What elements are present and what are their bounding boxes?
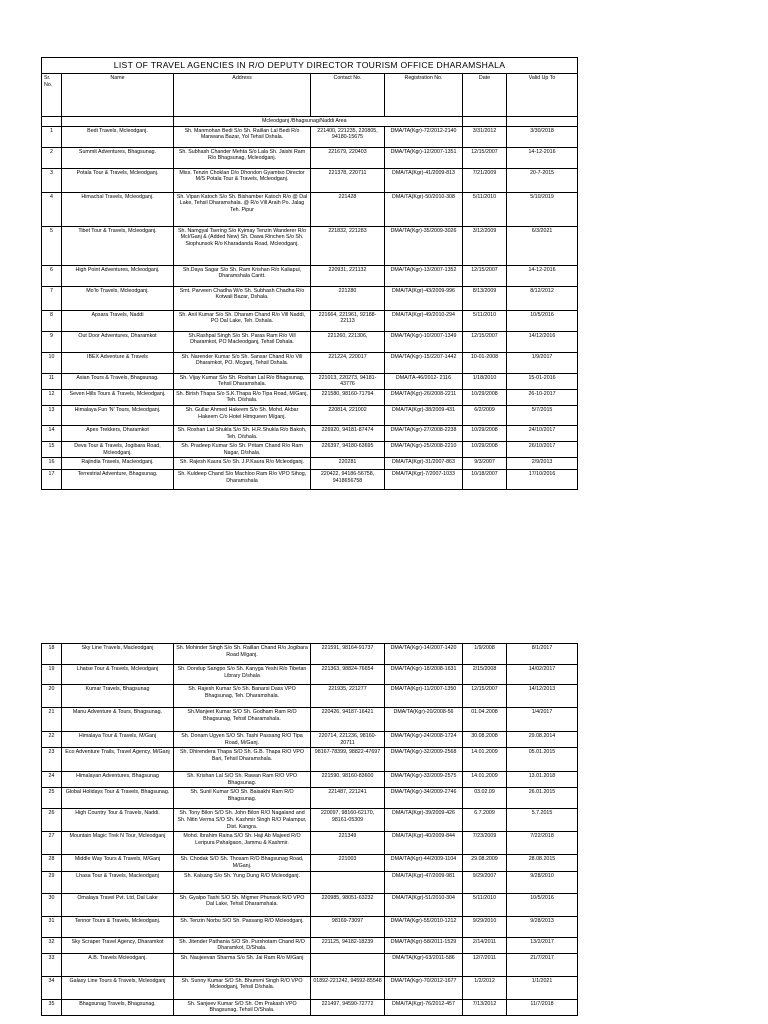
agency-name-cell: Kumar Travels, Bhagsunag: [62, 685, 174, 708]
agency-name-cell: Himalayan Adventures, Bhagsunag: [62, 772, 174, 788]
registration-cell: DMA/TA(Kgr)-20/2008-56: [385, 708, 463, 732]
registration-cell: DMA/TA(Kgr)-12/2007-1351: [385, 147, 463, 168]
date-cell: 12/15/2007: [463, 265, 507, 286]
header-valid-up-to: Valid Up To: [507, 74, 578, 117]
contact-cell: 220814, 221002: [311, 405, 385, 425]
contact-cell: [311, 953, 385, 976]
agency-name-cell: Omalaya Travel Pvt. Ltd, Dal Lake: [62, 893, 174, 916]
sr-no-cell: 8: [42, 310, 62, 331]
contact-cell: 221378, 220711: [311, 168, 385, 192]
address-cell: Sh. Vipan Katoch S/o Sh. Bishamber Katoch R/o @ Dal Lake, Tehsil Dharamshala. @ R/o Vill Araih Po. Jalag Teh. Pipur: [174, 192, 311, 226]
address-cell: Sh. Gullar Ahmed Hakeem S/o Sh. Mohd. Akbar Hakeem C/o Hotel Himqueen M/ganj.: [174, 405, 311, 425]
valid-up-to-cell: 11/7/2018: [507, 999, 578, 1015]
contact-cell: 221590, 98160-83600: [311, 772, 385, 788]
address-cell: Sh. Birish Thapa S/o S.K.Thapa R/o Tipa Road, M/Ganj, Teh. D/shala.: [174, 389, 311, 405]
table-row: [42, 809, 578, 832]
registration-cell: DMA/TA(Kgr)-27/2008-2238: [385, 425, 463, 441]
sr-no-cell: 13: [42, 405, 62, 425]
registration-cell: DMA/TA(Kgr)-58/2011-1529: [385, 937, 463, 953]
table-row: [42, 458, 578, 470]
registration-cell: DMA/TA(Kgr)-76/2012-457: [385, 999, 463, 1015]
header-name: Name: [62, 74, 174, 117]
date-cell: 12/15/2007: [463, 147, 507, 168]
sr-no-cell: 26: [42, 809, 62, 832]
table-row: [42, 310, 578, 331]
contact-cell: 221224, 220017: [311, 352, 385, 373]
table-row: [42, 871, 578, 893]
valid-up-to-cell: 21/7/2017: [507, 953, 578, 976]
agency-name-cell: Tennor Tours & Travels, Mcleodganj.: [62, 916, 174, 937]
contact-cell: 221664, 221961, 92188-22113: [311, 310, 385, 331]
contact-cell: 221260, 221306,: [311, 331, 385, 352]
table-row: [42, 665, 578, 685]
sr-no-cell: 28: [42, 855, 62, 871]
contact-cell: 98169-73097: [311, 916, 385, 937]
travel-agency-table-page-1: [41, 57, 578, 490]
sr-no-cell: 34: [42, 976, 62, 999]
sr-no-cell: 5: [42, 226, 62, 265]
contact-cell: 221363, 98824-76654: [311, 665, 385, 685]
table-row: [42, 373, 578, 389]
contact-cell: 220281: [311, 458, 385, 470]
address-cell: Sh. Mohinder Singh S/o Sh. Raillan Chand R/o Jogibara Road M/ganj.: [174, 644, 311, 665]
area-blank-cell: [463, 117, 507, 127]
table-row: [42, 405, 578, 425]
valid-up-to-cell: 14-12-2016: [507, 265, 578, 286]
agency-name-cell: A.B. Travels Mcleodganj.: [62, 953, 174, 976]
valid-up-to-cell: 9/28/2013: [507, 916, 578, 937]
registration-cell: DMA/TA(Kgr)-70/2012-1677: [385, 976, 463, 999]
registration-cell: DMA/TA(Kgr)-49/2010-294: [385, 310, 463, 331]
sr-no-cell: 33: [42, 953, 62, 976]
contact-cell: 220985, 98051-63232: [311, 893, 385, 916]
table-row: [42, 685, 578, 708]
table-row: [42, 331, 578, 352]
registration-cell: DMA/TA(Kgr)-38/2009-431: [385, 405, 463, 425]
sr-no-cell: 35: [42, 999, 62, 1015]
date-cell: 6/2/2009: [463, 405, 507, 425]
sr-no-cell: 16: [42, 458, 62, 470]
date-cell: 2/14/2011: [463, 937, 507, 953]
registration-cell: DMA/TA(Kgr)-26/2008-2211: [385, 389, 463, 405]
sr-no-cell: 11: [42, 373, 62, 389]
contact-cell: 221497, 94590-72772: [311, 999, 385, 1015]
table-row: [42, 832, 578, 855]
date-cell: 10/29/2008: [463, 425, 507, 441]
address-cell: Sh. Tenzin Norbu S/O Sh. Passang R/O Mcleodganj.: [174, 916, 311, 937]
agency-name-cell: Seven Hills Tours & Travels, Mcleodganj.: [62, 389, 174, 405]
date-cell: 6.7.2009: [463, 809, 507, 832]
registration-cell: DMA/TA(Kgr)-41/2009-813: [385, 168, 463, 192]
agency-name-cell: Middle Way Tours & Travels, M/Ganj: [62, 855, 174, 871]
date-cell: 3/12/2009: [463, 226, 507, 265]
date-cell: 03.02.09: [463, 788, 507, 809]
agency-name-cell: Himalaya Tour & Travels, M/Ganj: [62, 732, 174, 748]
registration-cell: DMA/TA(Kgr)-51/2010-304: [385, 893, 463, 916]
address-cell: Sh. Manmohan Bedi S/o Sh. Raillan Lal Bedi R/o Manwana Bazar, Yol Tehsil Dshala.: [174, 126, 311, 147]
header-sr-no: Sr. No.: [42, 74, 62, 117]
agency-name-cell: Bhagsunag Travels, Bhagsunag.: [62, 999, 174, 1015]
table-row: [42, 855, 578, 871]
agency-name-cell: Summit Adventures, Bhagsunag.: [62, 147, 174, 168]
sr-no-cell: 4: [42, 192, 62, 226]
registration-cell: DMA/TA(Kgr)-55/2010-1212: [385, 916, 463, 937]
table-row: [42, 286, 578, 310]
valid-up-to-cell: 14/12/2013: [507, 685, 578, 708]
registration-cell: DMA/TA(Kgr)-11/2007-1350: [385, 685, 463, 708]
agency-name-cell: Manu Adventure & Tours, Bhagsunag.: [62, 708, 174, 732]
valid-up-to-cell: 7/22/2018: [507, 832, 578, 855]
date-cell: 12/15/2007: [463, 331, 507, 352]
agency-name-cell: High Point Adventures, Mcleodganj.: [62, 265, 174, 286]
valid-up-to-cell: 17/10/2016: [507, 470, 578, 490]
header-registration: Registration No.: [385, 74, 463, 117]
contact-cell: 221428: [311, 192, 385, 226]
registration-cell: DMA/TA(Kgr)-32/2009-2568: [385, 748, 463, 772]
contact-cell: 221832, 221283: [311, 226, 385, 265]
contact-cell: 221125, 94182-18239: [311, 937, 385, 953]
agency-name-cell: Apsara Travels, Naddi: [62, 310, 174, 331]
registration-cell: DMA/TA(Kgr)-33/2009-2575: [385, 772, 463, 788]
agency-name-cell: Sky Line Travels, Macleodganj: [62, 644, 174, 665]
date-cell: 9/29/2007: [463, 871, 507, 893]
agency-name-cell: Mountain Magic Trek N Tour, Mcleodganj: [62, 832, 174, 855]
header-date: Date: [463, 74, 507, 117]
contact-cell: 221003: [311, 855, 385, 871]
agency-name-cell: Lhatse Tour & Travels, Mcleodganj: [62, 665, 174, 685]
address-cell: Sh. Donam Ugyen S/O Sh. Tashi Passang R/O Tipa Road, M/Ganj.: [174, 732, 311, 748]
valid-up-to-cell: 5/7/2015: [507, 405, 578, 425]
table-row: [42, 999, 578, 1015]
table-row: [42, 644, 578, 665]
date-cell: 5/11/2010: [463, 192, 507, 226]
registration-cell: DMA/TA(Kgr)-47/2009-981: [385, 871, 463, 893]
date-cell: 10/29/2008: [463, 442, 507, 458]
date-cell: 5/11/2010: [463, 310, 507, 331]
address-cell: Sh. Pradeep Kumar S/o Sh. Pritam Chand R/o Ram Nagar, D/shala.: [174, 442, 311, 458]
table-row: [42, 748, 578, 772]
contact-cell: 220097, 98160-62170, 98161-05309: [311, 809, 385, 832]
date-cell: 1/2/2012: [463, 976, 507, 999]
contact-cell: 221349: [311, 832, 385, 855]
sr-no-cell: 27: [42, 832, 62, 855]
date-cell: 7/21/2009: [463, 168, 507, 192]
valid-up-to-cell: 15-01-2016: [507, 373, 578, 389]
contact-cell: 221679, 220403: [311, 147, 385, 168]
registration-cell: DMA/TA(Kgr)-24/2008-1724: [385, 732, 463, 748]
sr-no-cell: 30: [42, 893, 62, 916]
address-cell: Sh. Tony Bilon S/O Sh. John Bilon R/O Nagaland and Sh. Nitin Verma S/O Sh. Kashmir Singh R/O Palampur, Dist. Kangra.: [174, 809, 311, 832]
agency-name-cell: IBEX Adventure & Travels: [62, 352, 174, 373]
valid-up-to-cell: 26-10-2017: [507, 389, 578, 405]
address-cell: Sh. Jitender Pathania S/O Sh. Purshotam Chand R/O Dharamkot, D/Shala.: [174, 937, 311, 953]
valid-up-to-cell: 5/10/2019: [507, 192, 578, 226]
date-cell: 30.08.2008: [463, 732, 507, 748]
table-row: [42, 788, 578, 809]
valid-up-to-cell: 1/1/2021: [507, 976, 578, 999]
contact-cell: 221400, 221235, 220805, 94180-15675: [311, 126, 385, 147]
valid-up-to-cell: 13/2/2017: [507, 937, 578, 953]
date-cell: 10/29/2008: [463, 389, 507, 405]
agency-name-cell: Eco Adventure Trails, Travel Agency, M/Ganj: [62, 748, 174, 772]
table-row: [42, 226, 578, 265]
date-cell: 10-01-2008: [463, 352, 507, 373]
address-cell: Sh. Vijay Kumar S/o Sh. Roshan Lal R/o Bhagsunag, Tehsil Dharamshala.: [174, 373, 311, 389]
document-title: LIST OF TRAVEL AGENCIES IN R/O DEPUTY DIRECTOR TOURISM OFFICE DHARAMSHALA: [42, 58, 578, 74]
table-row: [42, 708, 578, 732]
sr-no-cell: 24: [42, 772, 62, 788]
travel-agency-table-page-2: [41, 643, 578, 1016]
registration-cell: DMA/TA(Kgr)-31/2007-863: [385, 458, 463, 470]
agency-name-cell: Terrestrial Adventure, Bhagsunag.: [62, 470, 174, 490]
table-row: [42, 147, 578, 168]
valid-up-to-cell: 2/9/2013: [507, 458, 578, 470]
sr-no-cell: 32: [42, 937, 62, 953]
sr-no-cell: 17: [42, 470, 62, 490]
valid-up-to-cell: 29.08.2014: [507, 732, 578, 748]
sr-no-cell: 9: [42, 331, 62, 352]
address-cell: Sh. Roshan Lal Shukla S/o Sh. H.R.Shukla R/o Bakoh, Teh. D/shala.: [174, 425, 311, 441]
agency-name-cell: Rajindia Travels, Macleodganj.: [62, 458, 174, 470]
table-row: [42, 126, 578, 147]
contact-cell: 01892-221242, 94592-85548: [311, 976, 385, 999]
sr-no-cell: 2: [42, 147, 62, 168]
sr-no-cell: 7: [42, 286, 62, 310]
sr-no-cell: 19: [42, 665, 62, 685]
table-row: [42, 732, 578, 748]
table-row: [42, 168, 578, 192]
address-cell: Sh. Krishan Lal S/O Sh. Rawan Ram R/O VPO Bhagsunag.: [174, 772, 311, 788]
address-cell: Sh.Daya Sagar S/o Sh. Ram Krishan R/o Kaliapul, Dharamshala Cantt.: [174, 265, 311, 286]
table-row: [42, 425, 578, 441]
sr-no-cell: 12: [42, 389, 62, 405]
address-cell: Sh. Gyalpo Tashi S/O Sh. Migmer Phunsok R/O VPO Dal Lake, Tehsil Dharamshala.: [174, 893, 311, 916]
area-label: Mcleodganj /Bhagsunag/Naddi Area: [174, 117, 463, 127]
valid-up-to-cell: 1/4/2017: [507, 708, 578, 732]
sr-no-cell: 23: [42, 748, 62, 772]
table-row: [42, 265, 578, 286]
contact-cell: 221935, 221277: [311, 685, 385, 708]
table-row: [42, 442, 578, 458]
valid-up-to-cell: 1/9/2017: [507, 352, 578, 373]
area-row: [42, 117, 578, 127]
registration-cell: DMA/TA(Kgr)-39/2009-426: [385, 809, 463, 832]
address-cell: Sh. Sanjeev Kumar S/O Sh. Om Prakash VPO Bhagsunag, Tehsil D/Shala.: [174, 999, 311, 1015]
registration-cell: DMA/TA(Kgr)-34/2009-2746: [385, 788, 463, 809]
registration-cell: DMA/TA(Kgr)-10/2007-1349: [385, 331, 463, 352]
registration-cell: DMA/TA(Kgr)-63/2011-586: [385, 953, 463, 976]
contact-cell: [311, 871, 385, 893]
sr-no-cell: 1: [42, 126, 62, 147]
table-row: [42, 192, 578, 226]
agency-name-cell: Himalaya Fun 'N' Tours, Mcleodganj.: [62, 405, 174, 425]
contact-cell: 221580, 98160-71794: [311, 389, 385, 405]
sr-no-cell: 25: [42, 788, 62, 809]
valid-up-to-cell: 14/12/2016: [507, 331, 578, 352]
sr-no-cell: 10: [42, 352, 62, 373]
valid-up-to-cell: 24/10/2017: [507, 425, 578, 441]
contact-cell: 98167-78399, 98822-47697: [311, 748, 385, 772]
address-cell: Sh. Dondup Sangpo S/o Sh. Kanyga Yeshi R/o Tibetan Library D/shala: [174, 665, 311, 685]
table-row: [42, 352, 578, 373]
sr-no-cell: 6: [42, 265, 62, 286]
date-cell: 5/11/2010: [463, 893, 507, 916]
sr-no-cell: 22: [42, 732, 62, 748]
contact-cell: 220931, 221132: [311, 265, 385, 286]
area-blank-cell: [42, 117, 62, 127]
date-cell: 14.01.2009: [463, 748, 507, 772]
address-cell: Sh. Naujeevan Sharma S/o Sh. Jai Ram R/o M/Ganj: [174, 953, 311, 976]
address-cell: Sh. Namgyal Tsering S/o Kyimay Tenzin Wanderer R/o McI/Ganj & (Added New) Sh. Dawa Rinchen S/o Sh. Siophunsok R/o Kharadanda Road, Mcleodganj.: [174, 226, 311, 265]
date-cell: 14.01.2009: [463, 772, 507, 788]
contact-cell: 220422, 94186-56758, 9418656758: [311, 470, 385, 490]
date-cell: 8/13/2009: [463, 286, 507, 310]
date-cell: 3/31/2012: [463, 126, 507, 147]
registration-cell: DMA/TA(Kgr)-44/2009-1104: [385, 855, 463, 871]
contact-cell: 220714, 221236, 98160-20711: [311, 732, 385, 748]
sr-no-cell: 18: [42, 644, 62, 665]
agency-name-cell: Deva Tour & Travels, Jogibara Road, Mcleodganj.: [62, 442, 174, 458]
contact-cell: 226397, 94180-63695: [311, 442, 385, 458]
address-cell: Sh. Subhash Chander Mehta S/o Lala Sh. Jaishi Ram R/o Bhagsunag, Mcleodganj.: [174, 147, 311, 168]
sr-no-cell: 21: [42, 708, 62, 732]
header-contact: Contact No.: [311, 74, 385, 117]
registration-cell: DMA/TA(Kgr)-40/2009-844: [385, 832, 463, 855]
sr-no-cell: 31: [42, 916, 62, 937]
sr-no-cell: 14: [42, 425, 62, 441]
table-row: [42, 937, 578, 953]
agency-name-cell: Apex Trekkers, Dharamkot: [62, 425, 174, 441]
agency-name-cell: Sky Scraper Travel Agency, Dharamkot: [62, 937, 174, 953]
address-cell: Sh. Narender Kumar S/o Sh. Sansar Chand R/o Vill Dharamkot, PO. Mcganj, Tehsil Dshala.: [174, 352, 311, 373]
date-cell: 7/23/2009: [463, 832, 507, 855]
valid-up-to-cell: 14-12-2016: [507, 147, 578, 168]
agency-name-cell: Out Door Adventures, Dharamkot: [62, 331, 174, 352]
date-cell: 10/18/2007: [463, 470, 507, 490]
contact-cell: 221013, 220273, 94181-43776: [311, 373, 385, 389]
contact-cell: 221591, 98164-91737: [311, 644, 385, 665]
valid-up-to-cell: 20-7-2015: [507, 168, 578, 192]
valid-up-to-cell: 10/5/2016: [507, 310, 578, 331]
sr-no-cell: 15: [42, 442, 62, 458]
title-row: [42, 58, 578, 74]
address-cell: Sh. Kalsang S/o Sh. Yung Dung R/O Mcleodganj.: [174, 871, 311, 893]
sr-no-cell: 29: [42, 871, 62, 893]
registration-cell: DMA/TA(Kgr)-7/2007-1033: [385, 470, 463, 490]
address-cell: Sh. Anil Kumar S/o Sh. Dharam Chand R/o Vill Naddi, PO Dal Lake, Teh. Dshala.: [174, 310, 311, 331]
registration-cell: DMA/TA(Kgr)-18/2008-1631: [385, 665, 463, 685]
registration-cell: DMA/TA(Kgr)-43/2009-996: [385, 286, 463, 310]
header-row: [42, 74, 578, 117]
address-cell: Sh. Sunny Kumar S/O Sh. Bhummi Singh R/O VPO Mcleodganj, Tehsil D/shala.: [174, 976, 311, 999]
address-cell: Mohd. Ibrahim Raina S/O Sh. Haji Ab Majeed R/O Leripura Pahalgaon, Jammu & Kashmir.: [174, 832, 311, 855]
valid-up-to-cell: 8/12/2012: [507, 286, 578, 310]
registration-cell: DMA/TA(Kgr)-15/2207-1442: [385, 352, 463, 373]
address-cell: Sh. Kuldeep Chand S/o Machloo Ram R/o VPO Sihog, Dharamshala: [174, 470, 311, 490]
registration-cell: DMA/TA-46/2012- 2116: [385, 373, 463, 389]
date-cell: 29.08.2009: [463, 855, 507, 871]
agency-name-cell: Tibet Tour & Travels, Mcleodganj.: [62, 226, 174, 265]
valid-up-to-cell: 10/5/2016: [507, 893, 578, 916]
date-cell: 12/15/2007: [463, 685, 507, 708]
date-cell: 9/29/2010: [463, 916, 507, 937]
agency-name-cell: Mo'lo Travels, Mcleodganj.: [62, 286, 174, 310]
agency-name-cell: Asian Tours & Travels, Bhagsunag.: [62, 373, 174, 389]
date-cell: 9/3/2007: [463, 458, 507, 470]
valid-up-to-cell: 28.08.2015: [507, 855, 578, 871]
table-row: [42, 976, 578, 999]
address-cell: Sh. Sunil Kumar S/O Sh. Baisakhi Ram R/O Bhagsunag.: [174, 788, 311, 809]
valid-up-to-cell: 26.01.2015: [507, 788, 578, 809]
valid-up-to-cell: 8/1/2017: [507, 644, 578, 665]
agency-name-cell: Bedi Travels, Mcleodganj.: [62, 126, 174, 147]
date-cell: 1/18/2010: [463, 373, 507, 389]
contact-cell: 221487, 221241: [311, 788, 385, 809]
date-cell: 01.04.2008: [463, 708, 507, 732]
agency-name-cell: Galaxy Line Tours & Travels, Mcleodganj: [62, 976, 174, 999]
date-cell: 7/13/2012: [463, 999, 507, 1015]
address-cell: Smt. Parveen Chadha W/o Sh. Subhash Chadha R/o Kotwali Bazar, Dshala.: [174, 286, 311, 310]
valid-up-to-cell: 05.01.2015: [507, 748, 578, 772]
valid-up-to-cell: 14/02/2017: [507, 665, 578, 685]
address-cell: Sh. Dhirendera Thapa S/O Sh. G.B. Thapa R/O VPO Bari, Tehsil Dharamshala.: [174, 748, 311, 772]
registration-cell: DMA/TA(Kgr)-13/2007-1352: [385, 265, 463, 286]
agency-name-cell: Potala Tour & Travels, Mcleodganj.: [62, 168, 174, 192]
agency-name-cell: High Country Tour & Travels, Naddi.: [62, 809, 174, 832]
registration-cell: DMA/TA(Kgr)-14/2007-1420: [385, 644, 463, 665]
address-cell: Sh.Rashpal Singh S/o Sh. Paras Ram R/o Vill Dharamkot, PO Macleodganj, Tehsil Dshala.: [174, 331, 311, 352]
sr-no-cell: 3: [42, 168, 62, 192]
table-row: [42, 893, 578, 916]
registration-cell: DMA/TA(Kgr)-72/2012-2140: [385, 126, 463, 147]
registration-cell: DMA/TA(Kgr)-50/2010-308: [385, 192, 463, 226]
date-cell: 1/9/2008: [463, 644, 507, 665]
header-address: Address: [174, 74, 311, 117]
agency-name-cell: Himachal Travels, Mcleodganj.: [62, 192, 174, 226]
address-cell: Sh. Rajesh Kaura S/o Sh. J.P.Kaura R/o Mcleodganj.: [174, 458, 311, 470]
date-cell: 12/7/2011: [463, 953, 507, 976]
date-cell: 2/15/2008: [463, 665, 507, 685]
valid-up-to-cell: 13.01.2018: [507, 772, 578, 788]
contact-cell: 221280: [311, 286, 385, 310]
table-row: [42, 953, 578, 976]
agency-name-cell: Lhasa Tour & Travels, Macleodganj: [62, 871, 174, 893]
registration-cell: DMA/TA(Kgr)-35/2009-3026: [385, 226, 463, 265]
contact-cell: 220426, 94187-16421: [311, 708, 385, 732]
address-cell: Sh. Rajesh Kumar S/o Sh. Banarsi Dass VPO Bhagsunag, Teh. Dharamshala.: [174, 685, 311, 708]
valid-up-to-cell: 26/10/2017: [507, 442, 578, 458]
table-row: [42, 389, 578, 405]
valid-up-to-cell: 9/28/2010: [507, 871, 578, 893]
valid-up-to-cell: 3/30/2018: [507, 126, 578, 147]
agency-name-cell: Global Holidays Tour & Travels, Bhagsunag.: [62, 788, 174, 809]
area-blank-cell: [62, 117, 174, 127]
address-cell: Sh. Chodak S/O Sh. Thosam R/O Bhagsunag Road, M/Ganj.: [174, 855, 311, 871]
table-row: [42, 916, 578, 937]
valid-up-to-cell: 6/3/2021: [507, 226, 578, 265]
contact-cell: 226920, 94181-87474: [311, 425, 385, 441]
table-row: [42, 470, 578, 490]
sr-no-cell: 20: [42, 685, 62, 708]
registration-cell: DMA/TA(Kgr)-25/2008-2210: [385, 442, 463, 458]
address-cell: Sh.Manjeet Kumar S/O Sh. Godham Ram R/O Bhagsunag, Tehsil Dharamshala.: [174, 708, 311, 732]
area-blank-cell: [507, 117, 578, 127]
valid-up-to-cell: 5.7.2015: [507, 809, 578, 832]
address-cell: Miss. Tenzin Choklan D/o Dhondon Gyamtso Director M/S Potala Tour & Travels, Mcleodganj.: [174, 168, 311, 192]
table-row: [42, 772, 578, 788]
